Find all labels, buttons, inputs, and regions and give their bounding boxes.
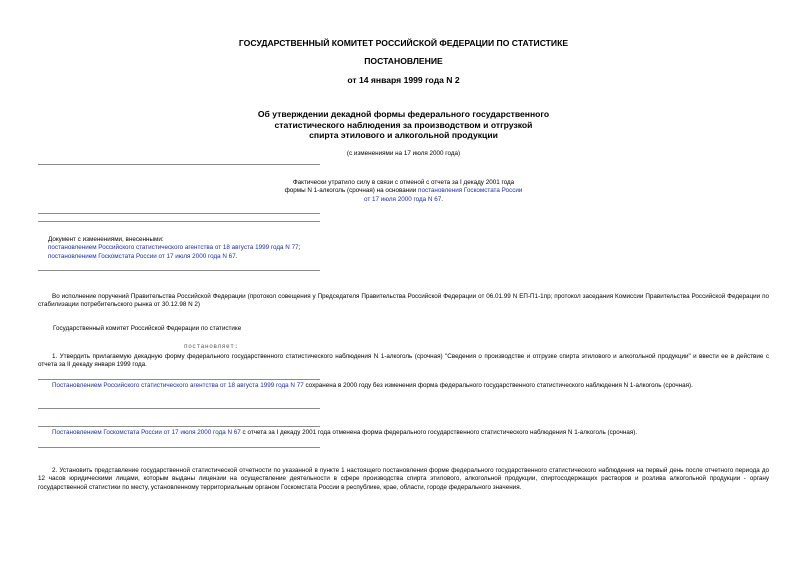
note-2-paragraph — [38, 429, 769, 437]
divider — [38, 447, 320, 448]
status-line — [0, 196, 807, 204]
status-line: Фактически утратило силу в связи с отменой с отчета за I декаду 2001 года — [292, 179, 515, 186]
amendment-link[interactable]: постановлением Госкомстата России от 17 июля 2000 года N 67 — [48, 252, 236, 260]
title-line: Об утверждении декадной формы федерального государственного — [257, 109, 550, 119]
title-line: спирта этилового и алкогольной продукции — [309, 130, 498, 140]
document-date: от 14 января 1999 года N 2 — [347, 75, 460, 85]
status-line — [0, 187, 807, 195]
committee-heading: ГОСУДАРСТВЕННЫЙ КОМИТЕТ РОССИЙСКОЙ ФЕДЕРАЦИИ ПО СТАТИСТИКЕ — [238, 38, 569, 48]
amendments-block — [48, 236, 378, 261]
note-2-link[interactable]: Постановлением Госкомстата России от 17 июля 2000 года N 67 — [52, 429, 241, 436]
amendment-suffix: ; — [298, 244, 301, 252]
status-text: формы N 1-алкоголь (срочная) на основании — [284, 187, 417, 195]
divider — [38, 270, 320, 271]
document-type: ПОСТАНОВЛЕНИЕ — [364, 56, 443, 66]
status-link-date[interactable]: от 17 июля 2000 года N 67 — [364, 195, 442, 203]
amendment-link[interactable]: постановлением Российского статистического агентства от 18 августа 1999 года N 77 — [48, 244, 299, 252]
note-1-link[interactable]: Постановлением Российского статистического агентства от 18 августа 1999 года N 77 — [52, 382, 304, 389]
note-1-paragraph — [38, 382, 769, 390]
note-1-text: сохранена в 2000 году без изменения форма федерального государственного статистического наблюдения N 1-алкоголь (срочная). — [303, 382, 693, 389]
committee-paragraph: Государственный комитет Российской Федерации по статистике — [53, 325, 242, 332]
amendment-item — [48, 253, 378, 261]
status-suffix: . — [441, 195, 443, 203]
amendment-suffix: . — [235, 252, 238, 260]
divider — [38, 408, 320, 409]
divider — [38, 379, 320, 380]
note-2-text: с отчета за I декаду 2001 года отменена форма федерального государственного статистического наблюдения N 1-алкоголь (срочная). — [240, 429, 638, 436]
document-title — [0, 109, 807, 141]
item-1-paragraph: 1. Утвердить прилагаемую декадную форму федерального государственного статистического наблюдения N 1-алкоголь (срочная) "Сведения о производстве и отгрузке спирта этилового и алкогольной продукции" и ввести ее в действие с отчета за II декаду января 1999 года. — [38, 353, 769, 369]
amendments-label: Документ с изменениями, внесенными: — [48, 236, 164, 243]
amendment-item — [48, 244, 378, 252]
divider — [38, 221, 320, 222]
status-link[interactable]: постановления Госкомстата России — [418, 187, 523, 195]
intro-paragraph: Во исполнение поручений Правительства Российской Федерации (протокол совещения у Председателя Правительства Российской Федерации от 06.01.99 N ЕП-П1-1пр; протокол заседания Комиссии Правительства Российской Федерации по стабилизации потребительского рынка от 30.12.98 N 2) — [38, 293, 769, 309]
divider — [38, 426, 320, 427]
title-line: статистического наблюдения за производством и отгрузкой — [274, 119, 533, 130]
amended-note: (с изменениями на 17 июля 2000 года) — [346, 150, 461, 157]
divider — [38, 164, 320, 165]
divider — [38, 213, 320, 214]
status-block — [0, 179, 807, 204]
decrees-label: постановляет: — [184, 343, 239, 350]
item-2-paragraph: 2. Установить представление государственной статистической отчетности по указанной в пункте 1 настоящего постановления форме федерального государственного статистического наблюдения на первый день после отчетного периода до 12 часов юридическими лицами, которым выданы лицензии на осуществление деятельности в сфере производства спирта этилового, алкогольной продукции, спиртосодержащих растворов и розлива алкогольной продукции - органу государственной статистики по месту, установленному территориальным органом Госкомстата России в республике, крае, области, городе федерального значения. — [38, 467, 769, 491]
